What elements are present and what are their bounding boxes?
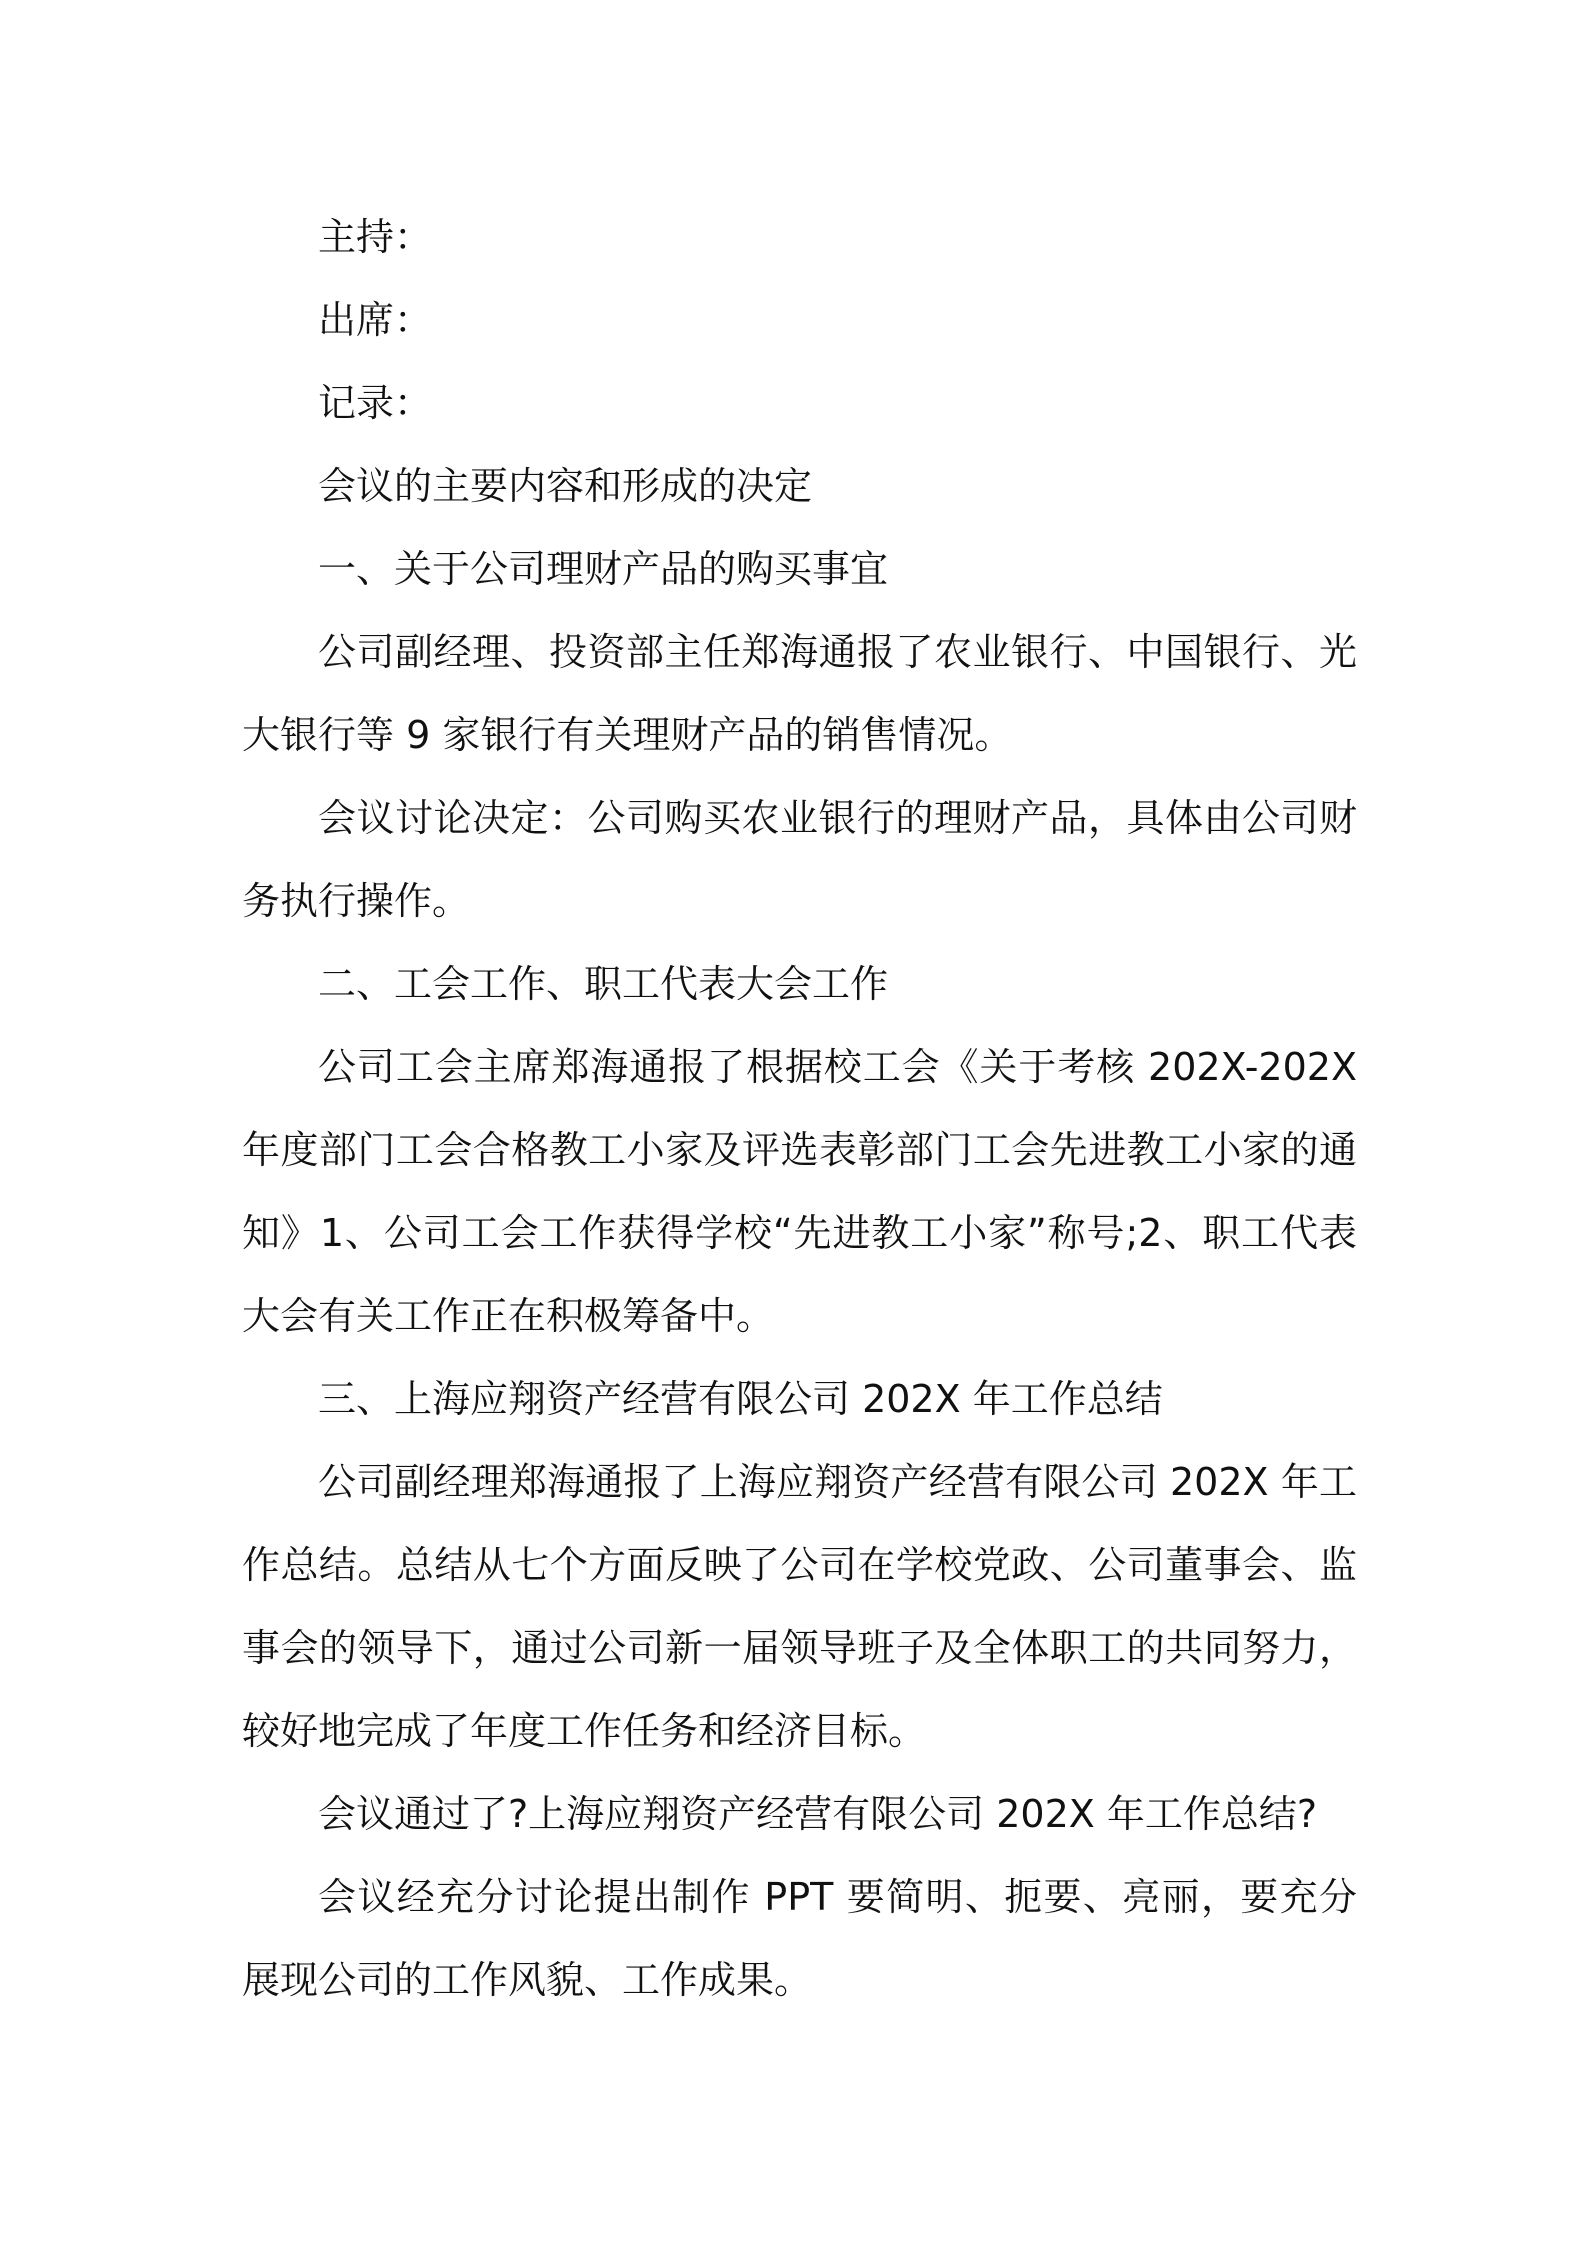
document-body (242, 196, 1357, 2022)
section-heading-2: 二、工会工作、职工代表大会工作 (318, 962, 889, 1006)
recorder-line: 记录： (318, 381, 433, 425)
paragraph-approval: 会议通过了?上海应翔资产经营有限公司 202X 年工作总结? (318, 1792, 1318, 1836)
section-intro: 会议的主要内容和形成的决定 (318, 464, 813, 508)
paragraph-union-report: 公司工会主席郑海通报了根据校工会《关于考核 202X-202X 年度部门工会合格教工小家及评选表彰部门工会先进教工小家的通知》1、公司工会工作获得学校“先进教工小家”称号;2、职工代表大会有关工作正在积极筹备中。 (242, 1045, 1357, 1338)
host-line: 主持： (318, 215, 433, 259)
paragraph-ppt-requirements: 会议经充分讨论提出制作 PPT 要简明、扼要、亮丽，要充分展现公司的工作风貌、工作成果。 (242, 1875, 1357, 2002)
paragraph-decision: 会议讨论决定：公司购买农业银行的理财产品，具体由公司财务执行操作。 (242, 796, 1357, 923)
paragraph-bank-report: 公司副经理、投资部主任郑海通报了农业银行、中国银行、光大银行等 9 家银行有关理财产品的销售情况。 (242, 630, 1357, 757)
paragraph-annual-summary: 公司副经理郑海通报了上海应翔资产经营有限公司 202X 年工作总结。总结从七个方面反映了公司在学校党政、公司董事会、监事会的领导下，通过公司新一届领导班子及全体职工的共同努力，较好地完成了年度工作任务和经济目标。 (242, 1460, 1357, 1753)
section-heading-3: 三、上海应翔资产经营有限公司 202X 年工作总结 (318, 1377, 1163, 1421)
section-heading-1: 一、关于公司理财产品的购买事宜 (318, 547, 889, 591)
attendees-line: 出席： (318, 298, 433, 342)
